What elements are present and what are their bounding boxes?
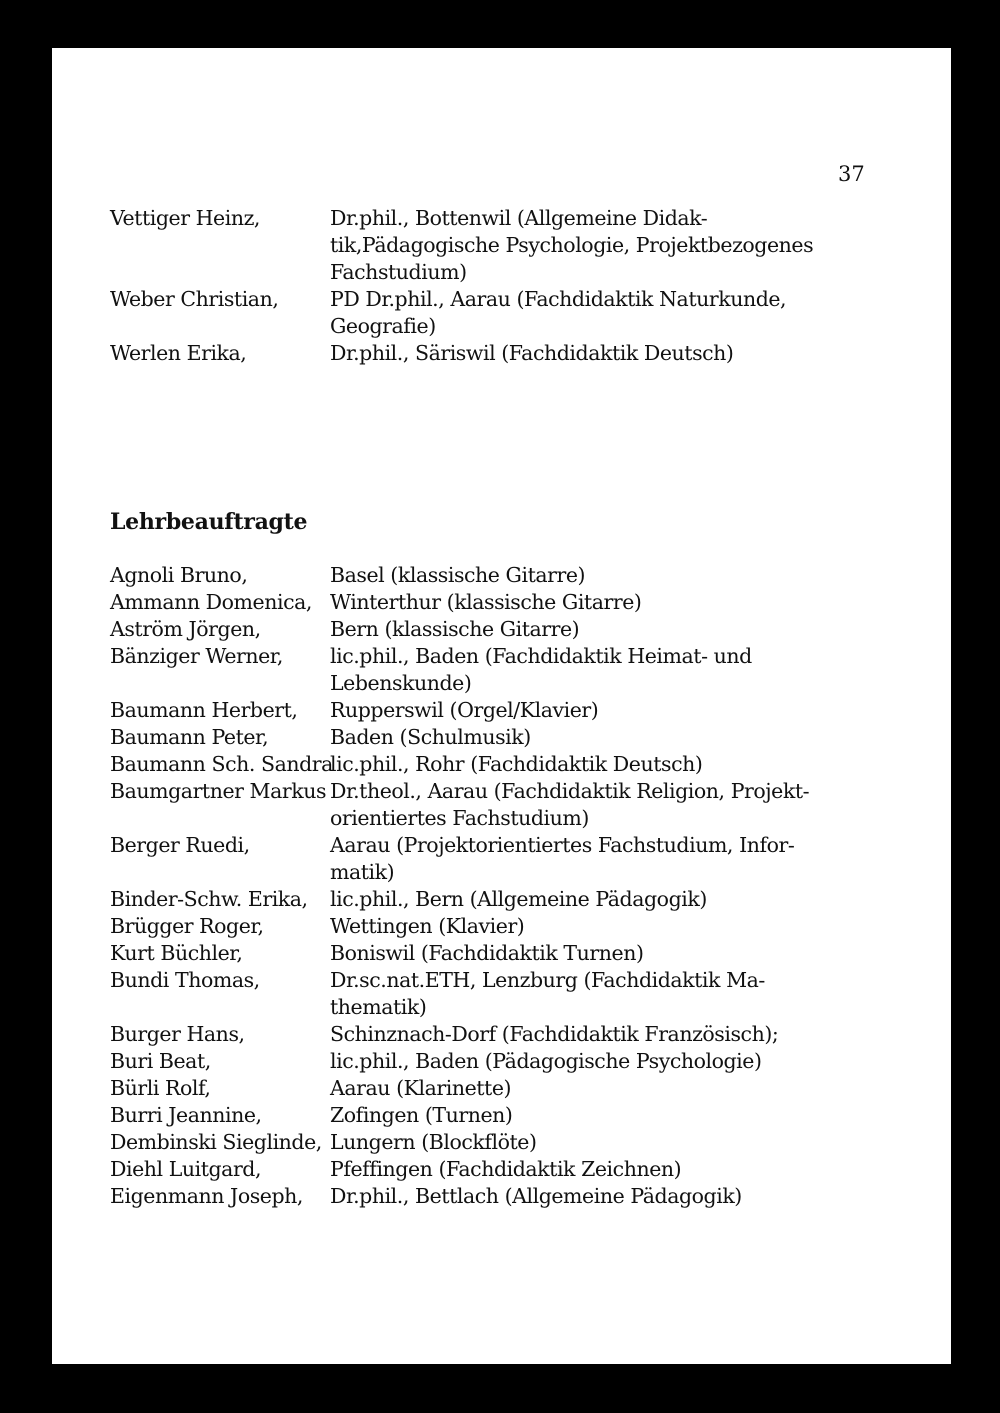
description-line: tik,Pädagogische Psychologie, Projektbezogenes [330,233,814,257]
person-description [330,913,870,940]
list-item [110,940,870,967]
description-line: Lungern (Blockflöte) [330,1130,537,1154]
person-name: Bänziger Werner, [110,644,283,668]
description-line: lic.phil., Baden (Fachdidaktik Heimat- und [330,644,752,668]
person-description [330,1048,870,1075]
person-name: Baumann Peter, [110,725,269,749]
list-item [110,1156,870,1183]
person-description [330,1156,870,1183]
description-line: Aarau (Projektorientiertes Fachstudium, Infor- [330,833,795,857]
list-item [110,1075,870,1102]
list-item [110,643,870,697]
description-line: thematik) [330,995,427,1019]
person-description [330,1129,870,1156]
description-line: Dr.phil., Bottenwil (Allgemeine Didak- [330,206,708,230]
description-line: Aarau (Klarinette) [330,1076,512,1100]
person-description [330,643,870,697]
person-name: Buri Beat, [110,1049,211,1073]
person-name: Brügger Roger, [110,914,264,938]
person-name: Berger Ruedi, [110,833,250,857]
document-page [52,48,951,1364]
person-description [330,832,870,886]
person-description [330,616,870,643]
description-line: Winterthur (klassische Gitarre) [330,590,642,614]
person-name: Burger Hans, [110,1022,245,1046]
list-item [110,616,870,643]
list-item [110,886,870,913]
list-item [110,1129,870,1156]
person-description [330,967,870,1021]
person-description [330,286,870,340]
person-name: Baumann Sch. Sandra [110,752,333,776]
person-description [330,886,870,913]
description-line: Rupperswil (Orgel/Klavier) [330,698,599,722]
list-item [110,1021,870,1048]
person-description [330,1021,870,1048]
description-line: matik) [330,860,395,884]
lehrbeauftragte-list [110,562,870,1210]
list-item [110,967,870,1021]
person-name: Baumgartner Markus [110,779,327,803]
description-line: Basel (klassische Gitarre) [330,563,586,587]
description-line: Dr.phil., Säriswil (Fachdidaktik Deutsch) [330,341,734,365]
list-item [110,1102,870,1129]
description-line: Wettingen (Klavier) [330,914,525,938]
list-item [110,1183,870,1210]
description-line: Pfeffingen (Fachdidaktik Zeichnen) [330,1157,682,1181]
person-name: Eigenmann Joseph, [110,1184,303,1208]
description-line: Lebenskunde) [330,671,472,695]
description-line: lic.phil., Bern (Allgemeine Pädagogik) [330,887,707,911]
list-item [110,205,870,286]
description-line: Dr.phil., Bettlach (Allgemeine Pädagogik) [330,1184,742,1208]
person-name: Weber Christian, [110,287,279,311]
description-line: PD Dr.phil., Aarau (Fachdidaktik Naturkunde, [330,287,787,311]
description-line: Zofingen (Turnen) [330,1103,513,1127]
person-description [330,751,870,778]
list-item [110,913,870,940]
person-description [330,697,870,724]
list-item [110,1048,870,1075]
description-line: Baden (Schulmusik) [330,725,531,749]
person-description [330,562,870,589]
description-line: Geografie) [330,314,436,338]
person-name: Burri Jeannine, [110,1103,262,1127]
person-description [330,940,870,967]
person-name: Bürli Rolf, [110,1076,211,1100]
person-description [330,340,870,367]
person-description [330,589,870,616]
description-line: Dr.sc.nat.ETH, Lenzburg (Fachdidaktik Ma- [330,968,765,992]
person-name: Agnoli Bruno, [110,563,248,587]
person-description [330,778,870,832]
list-item [110,589,870,616]
person-name: Aström Jörgen, [110,617,261,641]
list-item [110,751,870,778]
list-item [110,286,870,340]
description-line: Fachstudium) [330,260,467,284]
person-name: Ammann Domenica, [110,590,312,614]
person-description [330,205,870,286]
list-item [110,778,870,832]
list-item [110,832,870,886]
description-line: Bern (klassische Gitarre) [330,617,580,641]
person-name: Werlen Erika, [110,341,247,365]
description-line: lic.phil., Baden (Pädagogische Psychologie) [330,1049,762,1073]
person-name: Binder-Schw. Erika, [110,887,308,911]
list-item [110,697,870,724]
person-description [330,1075,870,1102]
person-name: Kurt Büchler, [110,941,243,965]
description-line: orientiertes Fachstudium) [330,806,589,830]
person-name: Dembinski Sieglinde, [110,1130,322,1154]
list-item [110,340,870,367]
person-description [330,1102,870,1129]
page-number: 37 [838,162,865,186]
person-description [330,724,870,751]
person-description [330,1183,870,1210]
list-item [110,724,870,751]
list-item [110,562,870,589]
section-heading: Lehrbeauftragte [110,509,308,535]
description-line: Boniswil (Fachdidaktik Turnen) [330,941,644,965]
person-name: Vettiger Heinz, [110,206,260,230]
person-name: Bundi Thomas, [110,968,260,992]
person-name: Diehl Luitgard, [110,1157,262,1181]
description-line: Dr.theol., Aarau (Fachdidaktik Religion, Projekt- [330,779,810,803]
person-name: Baumann Herbert, [110,698,298,722]
staff-list [110,205,870,367]
description-line: lic.phil., Rohr (Fachdidaktik Deutsch) [330,752,703,776]
description-line: Schinznach-Dorf (Fachdidaktik Französisch); [330,1022,779,1046]
